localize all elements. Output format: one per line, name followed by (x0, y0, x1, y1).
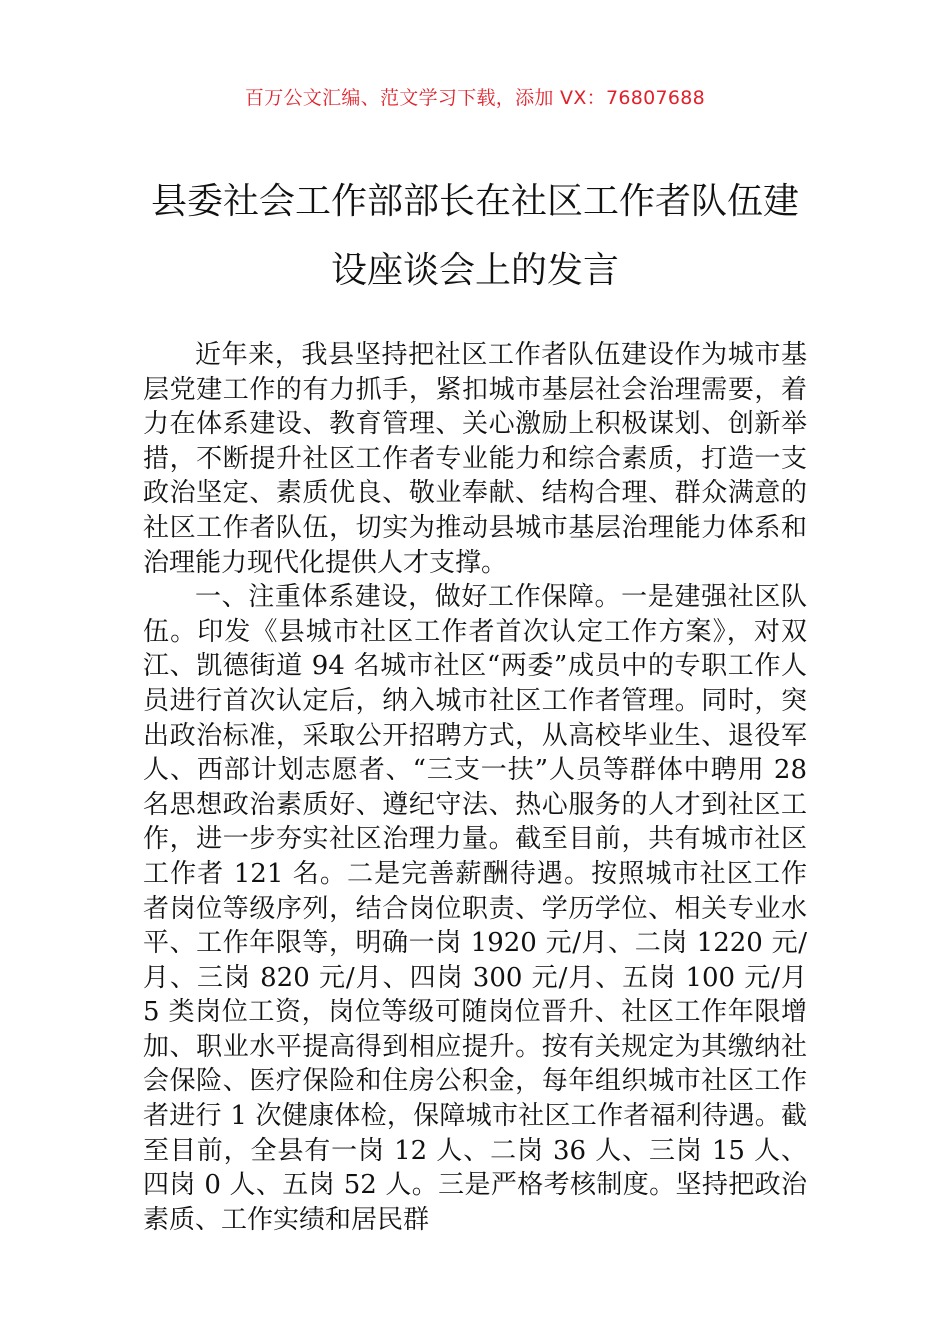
document-title-line-1: 县委社会工作部部长在社区工作者队伍建 (150, 181, 799, 222)
body-paragraph-section-1: 一、注重体系建设，做好工作保障。一是建强社区队伍。印发《县城市社区工作者首次认定工作方案》，对双江、凯德街道 94 名城市社区“两委”成员中的专职工作人员进行首次认定后，纳入城市社区工作者管理。同时，突出政治标准，采取公开招聘方式，从高校毕业生、退役军人、西部计划志愿者、“三支一扶”人员等群体中聘用 28 名思想政治素质好、遵纪守法、热心服务的人才到社区工作，进一步夯实社区治理力量。截至目前，共有城市社区工作者 121 名。二是完善薪酬待遇。按照城市社区工作者岗位等级序列，结合岗位职责、学历学位、相关专业水平、工作年限等，明确一岗 1920 元/月、二岗 1220 元/月、三岗 820 元/月、四岗 300 元/月、五岗 100 元/月 5 类岗位工资，岗位等级可随岗位晋升、社区工作年限增加、职业水平提高得到相应提升。按有关规定为其缴纳社会保险、医疗保险和住房公积金，每年组织城市社区工作者进行 1 次健康体检，保障城市社区工作者福利待遇。截至目前，全县有一岗 12 人、二岗 36 人、三岗 15 人、四岗 0 人、五岗 52 人。三是严格考核制度。坚持把政治素质、工作实绩和居民群 (143, 582, 807, 1235)
body-paragraph-intro: 近年来，我县坚持把社区工作者队伍建设作为城市基层党建工作的有力抓手，紧扣城市基层社会治理需要，着力在体系建设、教育管理、关心激励上积极谋划、创新举措，不断提升社区工作者专业能力和综合素质，打造一支政治坚定、素质优良、敬业奉献、结构合理、群众满意的社区工作者队伍，切实为推动县城市基层治理能力体系和治理能力现代化提供人才支撑。 (143, 340, 807, 578)
document-body (143, 338, 807, 1237)
document-title-line-2: 设座谈会上的发言 (330, 250, 619, 291)
watermark-banner: 百万公文汇编、范文学习下载，添加 VX：76807688 (244, 87, 706, 109)
